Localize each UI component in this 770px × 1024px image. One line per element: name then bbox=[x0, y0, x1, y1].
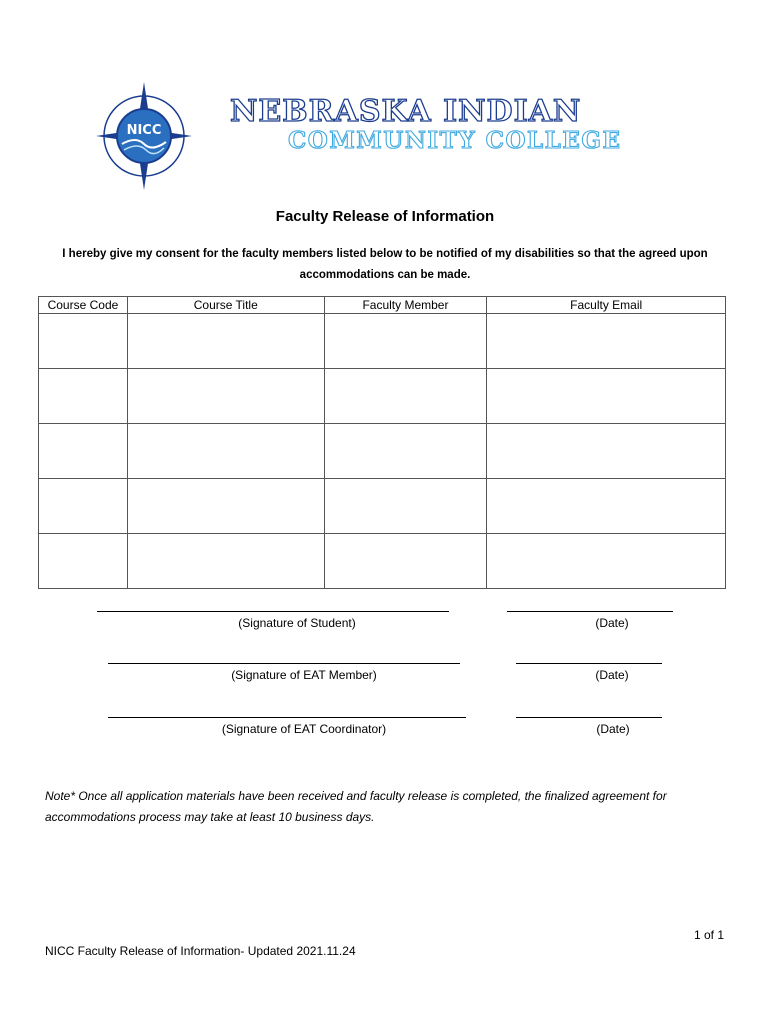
faculty-member-cell[interactable] bbox=[324, 534, 487, 589]
table-row bbox=[39, 479, 726, 534]
faculty-member-cell[interactable] bbox=[324, 424, 487, 479]
table-body bbox=[39, 314, 726, 589]
column-header-course-title: Course Title bbox=[127, 297, 324, 314]
college-name-line2: COMMUNITY COLLEGE bbox=[288, 127, 622, 154]
student-signature-label: (Signature of Student) bbox=[238, 616, 356, 630]
consent-text: I hereby give my consent for the faculty members listed below to be notified of my disabilities so that the agreed upon accommodations can be made. bbox=[62, 248, 708, 281]
column-header-faculty-email: Faculty Email bbox=[487, 297, 726, 314]
faculty-email-cell[interactable] bbox=[487, 424, 726, 479]
eat-coordinator-date-label: (Date) bbox=[596, 722, 630, 736]
table-row bbox=[39, 314, 726, 369]
eat-member-date-line[interactable] bbox=[516, 663, 662, 664]
college-logo bbox=[96, 82, 192, 190]
eat-member-signature-label: (Signature of EAT Member) bbox=[231, 668, 377, 682]
table-row bbox=[39, 424, 726, 479]
course-code-cell[interactable] bbox=[39, 479, 128, 534]
student-date-label: (Date) bbox=[595, 616, 629, 630]
table-row bbox=[39, 369, 726, 424]
svg-text:NICC: NICC bbox=[126, 123, 162, 138]
table-row bbox=[39, 534, 726, 589]
footer-text: NICC Faculty Release of Information- Updated 2021.11.24 bbox=[45, 944, 356, 958]
eat-coordinator-date-line[interactable] bbox=[516, 717, 662, 718]
faculty-table bbox=[38, 296, 726, 589]
course-code-cell[interactable] bbox=[39, 534, 128, 589]
faculty-email-cell[interactable] bbox=[487, 369, 726, 424]
course-title-cell[interactable] bbox=[127, 424, 324, 479]
column-header-faculty-member: Faculty Member bbox=[324, 297, 487, 314]
eat-coordinator-signature-label: (Signature of EAT Coordinator) bbox=[221, 722, 387, 736]
eat-coordinator-signature-line[interactable] bbox=[108, 717, 466, 718]
processing-note: Note* Once all application materials have been received and faculty release is completed, the finalized agreement for accommodations process may take at least 10 business days. bbox=[45, 789, 667, 824]
course-code-cell[interactable] bbox=[39, 369, 128, 424]
form-title: Faculty Release of Information bbox=[275, 208, 495, 225]
faculty-member-cell[interactable] bbox=[324, 479, 487, 534]
course-title-cell[interactable] bbox=[127, 369, 324, 424]
course-code-cell[interactable] bbox=[39, 424, 128, 479]
faculty-member-cell[interactable] bbox=[324, 314, 487, 369]
table-header-row bbox=[39, 297, 726, 314]
faculty-email-cell[interactable] bbox=[487, 314, 726, 369]
faculty-email-cell[interactable] bbox=[487, 534, 726, 589]
student-signature-line[interactable] bbox=[97, 611, 449, 612]
column-header-course-code: Course Code bbox=[39, 297, 128, 314]
course-title-cell[interactable] bbox=[127, 479, 324, 534]
college-name-line1: NEBRASKA INDIAN bbox=[230, 94, 582, 129]
college-name bbox=[230, 96, 622, 154]
faculty-email-cell[interactable] bbox=[487, 479, 726, 534]
faculty-member-cell[interactable] bbox=[324, 369, 487, 424]
course-code-cell[interactable] bbox=[39, 314, 128, 369]
eat-member-date-label: (Date) bbox=[595, 668, 629, 682]
student-date-line[interactable] bbox=[507, 611, 673, 612]
course-title-cell[interactable] bbox=[127, 534, 324, 589]
eat-member-signature-line[interactable] bbox=[108, 663, 460, 664]
page-number: 1 of 1 bbox=[693, 928, 724, 942]
course-title-cell[interactable] bbox=[127, 314, 324, 369]
